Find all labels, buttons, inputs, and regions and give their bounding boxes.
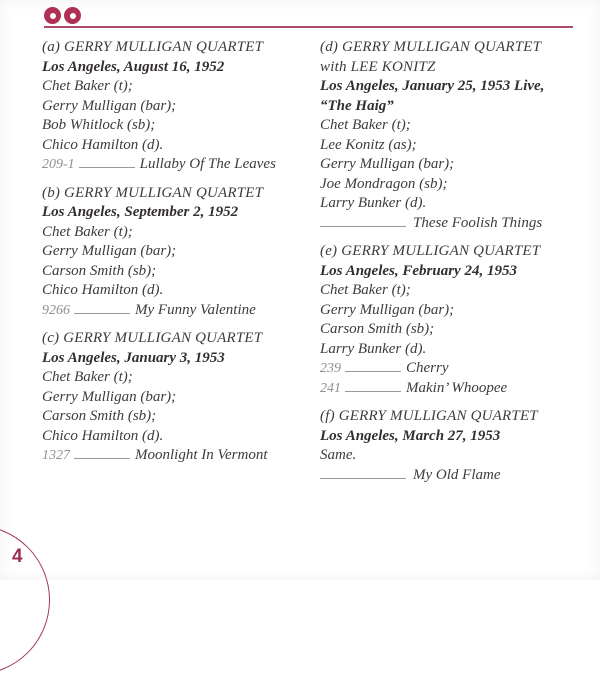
- track-title: My Funny Valentine: [135, 301, 256, 318]
- section-heading: (d) GERRY MULLIGAN QUARTET: [320, 39, 542, 55]
- track-line: [320, 214, 576, 234]
- page-number-circle: [0, 525, 50, 675]
- track-line: [320, 359, 576, 379]
- session-date: Los Angeles, August 16, 1952: [42, 58, 225, 75]
- personnel-line: Same.: [320, 447, 357, 463]
- track-line: [320, 466, 576, 486]
- personnel-line: Gerry Mulligan (bar);: [320, 301, 455, 318]
- personnel-line: Carson Smith (sb);: [42, 262, 157, 279]
- track-blank-line: [74, 301, 130, 314]
- track-blank-line: [320, 214, 406, 227]
- left-column: [42, 38, 298, 494]
- track-title: Lullaby Of The Leaves: [139, 156, 276, 172]
- personnel-line: Larry Bunker (d).: [320, 340, 427, 357]
- track-title: My Old Flame: [413, 466, 501, 483]
- header-rule: [44, 26, 573, 28]
- session-date: Los Angeles, February 24, 1953: [320, 262, 517, 279]
- record-dot-icon: [44, 7, 61, 24]
- personnel-line: Larry Bunker (d).: [320, 195, 427, 211]
- discography-section-b: [42, 184, 298, 321]
- session-date: Los Angeles, January 25, 1953 Live,: [320, 78, 545, 94]
- track-blank-line: [345, 379, 401, 392]
- personnel-line: Carson Smith (sb);: [320, 321, 435, 337]
- section-heading: (b) GERRY MULLIGAN QUARTET: [42, 184, 264, 201]
- personnel-line: Gerry Mulligan (bar);: [320, 156, 455, 172]
- personnel-line: Chet Baker (t);: [320, 282, 411, 298]
- personnel-line: Gerry Mulligan (bar);: [42, 388, 177, 405]
- track-blank-line: [320, 466, 406, 479]
- page-number: 4: [12, 546, 23, 567]
- matrix-number: 1327: [42, 448, 70, 463]
- track-blank-line: [74, 446, 130, 459]
- matrix-number: 239: [320, 361, 341, 376]
- section-heading: (f) GERRY MULLIGAN QUARTET: [320, 408, 538, 424]
- track-blank-line: [79, 155, 135, 168]
- session-date: Los Angeles, January 3, 1953: [42, 349, 225, 366]
- track-title: Makin’ Whoopee: [406, 379, 508, 396]
- session-date: Los Angeles, September 2, 1952: [42, 204, 239, 220]
- matrix-number: 209-1: [42, 157, 75, 172]
- section-heading: (e) GERRY MULLIGAN QUARTET: [320, 243, 541, 259]
- track-title: These Foolish Things: [413, 214, 543, 231]
- personnel-line: Chico Hamilton (d).: [42, 427, 164, 444]
- track-line: [42, 155, 298, 175]
- personnel-line: Chet Baker (t);: [42, 369, 133, 385]
- personnel-line: Joe Mondragon (sb);: [320, 175, 448, 192]
- section-heading: (c) GERRY MULLIGAN QUARTET: [42, 330, 263, 346]
- personnel-line: Gerry Mulligan (bar);: [42, 97, 177, 114]
- discography-section-e: [320, 242, 576, 398]
- personnel-line: Chet Baker (t);: [42, 78, 133, 94]
- track-line: [320, 379, 576, 399]
- header-dots: [44, 7, 81, 24]
- personnel-line: Carson Smith (sb);: [42, 408, 157, 424]
- section-heading: (a) GERRY MULLIGAN QUARTET: [42, 39, 264, 55]
- personnel-line: Bob Whitlock (sb);: [42, 117, 156, 133]
- track-title: Cherry: [406, 360, 449, 376]
- track-line: [42, 301, 298, 321]
- matrix-number: 241: [320, 380, 341, 396]
- discography-section-c: [42, 329, 298, 466]
- section-subheading: with LEE KONITZ: [320, 58, 436, 75]
- discography-section-f: [320, 407, 576, 485]
- session-date: Los Angeles, March 27, 1953: [320, 427, 501, 444]
- personnel-line: Lee Konitz (as);: [320, 136, 417, 153]
- discography-section-a: [42, 38, 298, 175]
- track-blank-line: [345, 359, 401, 372]
- session-venue: “The Haig”: [320, 97, 394, 114]
- personnel-line: Chico Hamilton (d).: [42, 136, 164, 153]
- personnel-line: Chico Hamilton (d).: [42, 282, 164, 298]
- personnel-line: Chet Baker (t);: [320, 117, 411, 133]
- discography-columns: [42, 38, 576, 494]
- personnel-line: Chet Baker (t);: [42, 223, 133, 240]
- discography-section-d: [320, 38, 576, 233]
- personnel-line: Gerry Mulligan (bar);: [42, 243, 177, 259]
- record-dot-icon: [64, 7, 81, 24]
- track-title: Moonlight In Vermont: [135, 447, 268, 463]
- right-column: [320, 38, 576, 494]
- track-line: [42, 446, 298, 466]
- matrix-number: 9266: [42, 302, 70, 318]
